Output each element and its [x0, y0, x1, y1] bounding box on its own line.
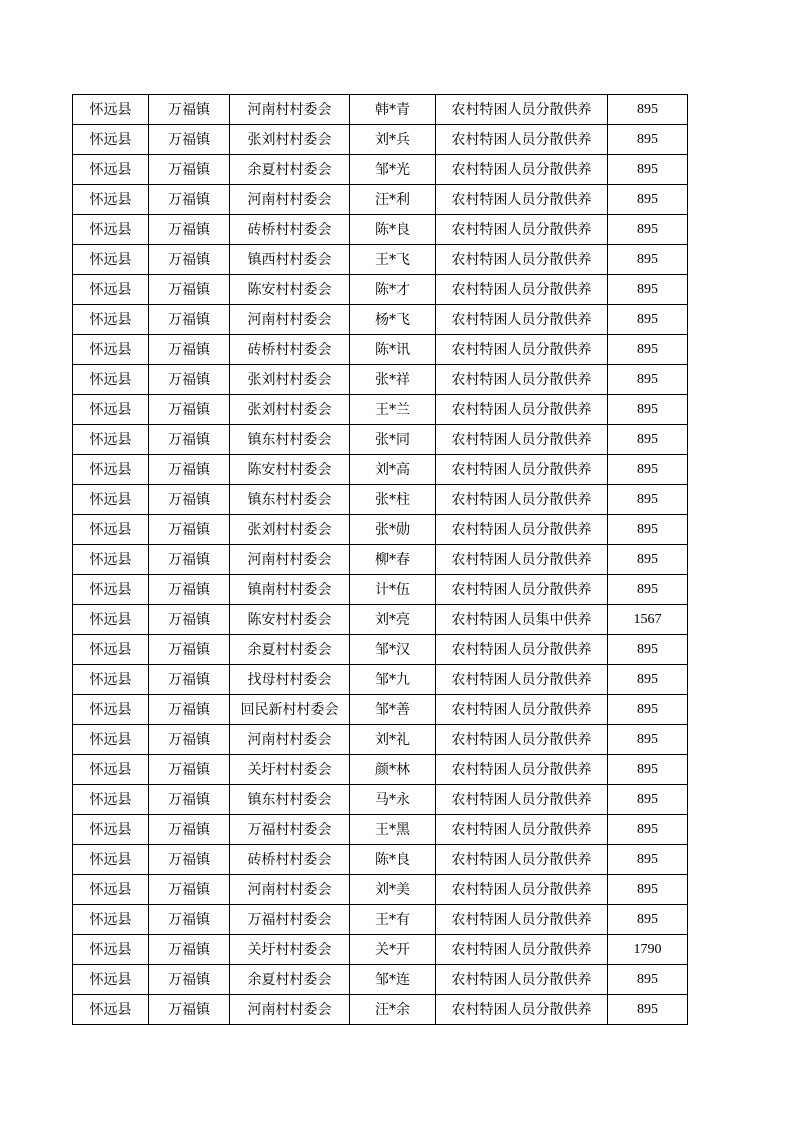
- county-cell: 怀远县: [73, 905, 149, 935]
- county-cell: 怀远县: [73, 755, 149, 785]
- name-cell: 邹*善: [350, 695, 436, 725]
- town-cell: 万福镇: [149, 755, 230, 785]
- county-cell: 怀远县: [73, 335, 149, 365]
- name-cell: 张*祥: [350, 365, 436, 395]
- village-cell: 陈安村村委会: [230, 455, 350, 485]
- village-cell: 万福村村委会: [230, 905, 350, 935]
- town-cell: 万福镇: [149, 575, 230, 605]
- table-row: [73, 695, 688, 725]
- name-cell: 杨*飞: [350, 305, 436, 335]
- county-cell: 怀远县: [73, 185, 149, 215]
- name-cell: 陈*讯: [350, 335, 436, 365]
- assistance-type-cell: 农村特困人员分散供养: [436, 545, 608, 575]
- amount-cell: 895: [608, 215, 688, 245]
- name-cell: 马*永: [350, 785, 436, 815]
- assistance-type-cell: 农村特困人员分散供养: [436, 305, 608, 335]
- name-cell: 张*勋: [350, 515, 436, 545]
- village-cell: 余夏村村委会: [230, 965, 350, 995]
- county-cell: 怀远县: [73, 935, 149, 965]
- table-row: [73, 965, 688, 995]
- amount-cell: 895: [608, 815, 688, 845]
- assistance-type-cell: 农村特困人员分散供养: [436, 95, 608, 125]
- table-row: [73, 485, 688, 515]
- amount-cell: 895: [608, 125, 688, 155]
- table-row: [73, 125, 688, 155]
- name-cell: 汪*余: [350, 995, 436, 1025]
- amount-cell: 895: [608, 785, 688, 815]
- village-cell: 砖桥村村委会: [230, 845, 350, 875]
- assistance-type-cell: 农村特困人员分散供养: [436, 365, 608, 395]
- name-cell: 邹*连: [350, 965, 436, 995]
- table-row: [73, 365, 688, 395]
- town-cell: 万福镇: [149, 995, 230, 1025]
- amount-cell: 895: [608, 245, 688, 275]
- table-row: [73, 95, 688, 125]
- assistance-type-cell: 农村特困人员分散供养: [436, 185, 608, 215]
- town-cell: 万福镇: [149, 515, 230, 545]
- amount-cell: 895: [608, 185, 688, 215]
- table-row: [73, 905, 688, 935]
- town-cell: 万福镇: [149, 965, 230, 995]
- table-row: [73, 215, 688, 245]
- assistance-type-cell: 农村特困人员集中供养: [436, 605, 608, 635]
- table-row: [73, 455, 688, 485]
- amount-cell: 1567: [608, 605, 688, 635]
- amount-cell: 895: [608, 905, 688, 935]
- name-cell: 王*飞: [350, 245, 436, 275]
- amount-cell: 895: [608, 275, 688, 305]
- name-cell: 韩*青: [350, 95, 436, 125]
- county-cell: 怀远县: [73, 455, 149, 485]
- village-cell: 关圩村村委会: [230, 935, 350, 965]
- name-cell: 陈*良: [350, 215, 436, 245]
- village-cell: 砖桥村村委会: [230, 215, 350, 245]
- town-cell: 万福镇: [149, 935, 230, 965]
- table-row: [73, 545, 688, 575]
- amount-cell: 895: [608, 845, 688, 875]
- assistance-type-cell: 农村特困人员分散供养: [436, 155, 608, 185]
- town-cell: 万福镇: [149, 155, 230, 185]
- amount-cell: 895: [608, 455, 688, 485]
- assistance-type-cell: 农村特困人员分散供养: [436, 725, 608, 755]
- table-row: [73, 335, 688, 365]
- amount-cell: 895: [608, 995, 688, 1025]
- table-body: [73, 95, 688, 1025]
- town-cell: 万福镇: [149, 425, 230, 455]
- county-cell: 怀远县: [73, 125, 149, 155]
- village-cell: 陈安村村委会: [230, 275, 350, 305]
- town-cell: 万福镇: [149, 275, 230, 305]
- name-cell: 刘*兵: [350, 125, 436, 155]
- village-cell: 余夏村村委会: [230, 635, 350, 665]
- assistance-type-cell: 农村特困人员分散供养: [436, 845, 608, 875]
- county-cell: 怀远县: [73, 545, 149, 575]
- county-cell: 怀远县: [73, 275, 149, 305]
- village-cell: 余夏村村委会: [230, 155, 350, 185]
- town-cell: 万福镇: [149, 695, 230, 725]
- beneficiary-table: [72, 94, 688, 1025]
- town-cell: 万福镇: [149, 185, 230, 215]
- assistance-type-cell: 农村特困人员分散供养: [436, 905, 608, 935]
- village-cell: 河南村村委会: [230, 95, 350, 125]
- village-cell: 河南村村委会: [230, 305, 350, 335]
- name-cell: 邹*汉: [350, 635, 436, 665]
- assistance-type-cell: 农村特困人员分散供养: [436, 515, 608, 545]
- town-cell: 万福镇: [149, 95, 230, 125]
- town-cell: 万福镇: [149, 545, 230, 575]
- name-cell: 刘*亮: [350, 605, 436, 635]
- village-cell: 镇南村村委会: [230, 575, 350, 605]
- table-row: [73, 425, 688, 455]
- table-row: [73, 755, 688, 785]
- table-row: [73, 155, 688, 185]
- town-cell: 万福镇: [149, 395, 230, 425]
- county-cell: 怀远县: [73, 965, 149, 995]
- county-cell: 怀远县: [73, 515, 149, 545]
- name-cell: 关*开: [350, 935, 436, 965]
- village-cell: 张刘村村委会: [230, 365, 350, 395]
- county-cell: 怀远县: [73, 995, 149, 1025]
- county-cell: 怀远县: [73, 365, 149, 395]
- county-cell: 怀远县: [73, 395, 149, 425]
- county-cell: 怀远县: [73, 845, 149, 875]
- county-cell: 怀远县: [73, 725, 149, 755]
- town-cell: 万福镇: [149, 665, 230, 695]
- assistance-type-cell: 农村特困人员分散供养: [436, 245, 608, 275]
- table-row: [73, 815, 688, 845]
- village-cell: 镇东村村委会: [230, 785, 350, 815]
- table-row: [73, 275, 688, 305]
- town-cell: 万福镇: [149, 725, 230, 755]
- town-cell: 万福镇: [149, 635, 230, 665]
- town-cell: 万福镇: [149, 245, 230, 275]
- name-cell: 张*柱: [350, 485, 436, 515]
- amount-cell: 895: [608, 425, 688, 455]
- village-cell: 张刘村村委会: [230, 515, 350, 545]
- county-cell: 怀远县: [73, 305, 149, 335]
- name-cell: 计*伍: [350, 575, 436, 605]
- amount-cell: 895: [608, 965, 688, 995]
- table-row: [73, 785, 688, 815]
- county-cell: 怀远县: [73, 665, 149, 695]
- village-cell: 张刘村村委会: [230, 125, 350, 155]
- county-cell: 怀远县: [73, 215, 149, 245]
- table-row: [73, 635, 688, 665]
- assistance-type-cell: 农村特困人员分散供养: [436, 635, 608, 665]
- town-cell: 万福镇: [149, 215, 230, 245]
- assistance-type-cell: 农村特困人员分散供养: [436, 875, 608, 905]
- county-cell: 怀远县: [73, 425, 149, 455]
- assistance-type-cell: 农村特困人员分散供养: [436, 665, 608, 695]
- assistance-type-cell: 农村特困人员分散供养: [436, 995, 608, 1025]
- town-cell: 万福镇: [149, 785, 230, 815]
- name-cell: 陈*良: [350, 845, 436, 875]
- amount-cell: 895: [608, 725, 688, 755]
- assistance-type-cell: 农村特困人员分散供养: [436, 815, 608, 845]
- assistance-type-cell: 农村特困人员分散供养: [436, 395, 608, 425]
- town-cell: 万福镇: [149, 875, 230, 905]
- assistance-type-cell: 农村特困人员分散供养: [436, 935, 608, 965]
- table-row: [73, 845, 688, 875]
- village-cell: 河南村村委会: [230, 545, 350, 575]
- name-cell: 王*黑: [350, 815, 436, 845]
- assistance-type-cell: 农村特困人员分散供养: [436, 335, 608, 365]
- village-cell: 万福村村委会: [230, 815, 350, 845]
- table-row: [73, 605, 688, 635]
- assistance-type-cell: 农村特困人员分散供养: [436, 215, 608, 245]
- assistance-type-cell: 农村特困人员分散供养: [436, 785, 608, 815]
- amount-cell: 895: [608, 155, 688, 185]
- village-cell: 砖桥村村委会: [230, 335, 350, 365]
- village-cell: 陈安村村委会: [230, 605, 350, 635]
- village-cell: 镇东村村委会: [230, 425, 350, 455]
- table-row: [73, 395, 688, 425]
- village-cell: 河南村村委会: [230, 725, 350, 755]
- county-cell: 怀远县: [73, 605, 149, 635]
- table-row: [73, 935, 688, 965]
- amount-cell: 895: [608, 755, 688, 785]
- county-cell: 怀远县: [73, 485, 149, 515]
- assistance-type-cell: 农村特困人员分散供养: [436, 425, 608, 455]
- town-cell: 万福镇: [149, 845, 230, 875]
- name-cell: 王*有: [350, 905, 436, 935]
- amount-cell: 895: [608, 545, 688, 575]
- town-cell: 万福镇: [149, 905, 230, 935]
- table-row: [73, 995, 688, 1025]
- town-cell: 万福镇: [149, 125, 230, 155]
- amount-cell: 895: [608, 485, 688, 515]
- county-cell: 怀远县: [73, 785, 149, 815]
- table-row: [73, 245, 688, 275]
- village-cell: 关圩村村委会: [230, 755, 350, 785]
- assistance-type-cell: 农村特困人员分散供养: [436, 125, 608, 155]
- amount-cell: 895: [608, 395, 688, 425]
- amount-cell: 895: [608, 95, 688, 125]
- town-cell: 万福镇: [149, 485, 230, 515]
- county-cell: 怀远县: [73, 245, 149, 275]
- table-row: [73, 875, 688, 905]
- name-cell: 刘*高: [350, 455, 436, 485]
- assistance-type-cell: 农村特困人员分散供养: [436, 455, 608, 485]
- county-cell: 怀远县: [73, 95, 149, 125]
- town-cell: 万福镇: [149, 335, 230, 365]
- amount-cell: 895: [608, 695, 688, 725]
- county-cell: 怀远县: [73, 815, 149, 845]
- amount-cell: 895: [608, 335, 688, 365]
- name-cell: 刘*礼: [350, 725, 436, 755]
- table-row: [73, 575, 688, 605]
- table-row: [73, 305, 688, 335]
- assistance-type-cell: 农村特困人员分散供养: [436, 695, 608, 725]
- village-cell: 河南村村委会: [230, 875, 350, 905]
- village-cell: 河南村村委会: [230, 995, 350, 1025]
- town-cell: 万福镇: [149, 815, 230, 845]
- town-cell: 万福镇: [149, 605, 230, 635]
- name-cell: 邹*九: [350, 665, 436, 695]
- name-cell: 邹*光: [350, 155, 436, 185]
- table-row: [73, 185, 688, 215]
- town-cell: 万福镇: [149, 455, 230, 485]
- village-cell: 河南村村委会: [230, 185, 350, 215]
- table-row: [73, 665, 688, 695]
- table-row: [73, 515, 688, 545]
- amount-cell: 895: [608, 665, 688, 695]
- assistance-type-cell: 农村特困人员分散供养: [436, 755, 608, 785]
- amount-cell: 1790: [608, 935, 688, 965]
- town-cell: 万福镇: [149, 365, 230, 395]
- name-cell: 颜*林: [350, 755, 436, 785]
- village-cell: 找母村村委会: [230, 665, 350, 695]
- amount-cell: 895: [608, 515, 688, 545]
- name-cell: 王*兰: [350, 395, 436, 425]
- assistance-type-cell: 农村特困人员分散供养: [436, 275, 608, 305]
- amount-cell: 895: [608, 305, 688, 335]
- county-cell: 怀远县: [73, 155, 149, 185]
- name-cell: 刘*美: [350, 875, 436, 905]
- village-cell: 回民新村村委会: [230, 695, 350, 725]
- amount-cell: 895: [608, 365, 688, 395]
- table-row: [73, 725, 688, 755]
- county-cell: 怀远县: [73, 875, 149, 905]
- county-cell: 怀远县: [73, 575, 149, 605]
- assistance-type-cell: 农村特困人员分散供养: [436, 575, 608, 605]
- name-cell: 汪*利: [350, 185, 436, 215]
- town-cell: 万福镇: [149, 305, 230, 335]
- name-cell: 陈*才: [350, 275, 436, 305]
- amount-cell: 895: [608, 575, 688, 605]
- village-cell: 张刘村村委会: [230, 395, 350, 425]
- name-cell: 柳*春: [350, 545, 436, 575]
- assistance-type-cell: 农村特困人员分散供养: [436, 965, 608, 995]
- county-cell: 怀远县: [73, 695, 149, 725]
- name-cell: 张*同: [350, 425, 436, 455]
- county-cell: 怀远县: [73, 635, 149, 665]
- amount-cell: 895: [608, 635, 688, 665]
- village-cell: 镇西村村委会: [230, 245, 350, 275]
- village-cell: 镇东村村委会: [230, 485, 350, 515]
- assistance-type-cell: 农村特困人员分散供养: [436, 485, 608, 515]
- amount-cell: 895: [608, 875, 688, 905]
